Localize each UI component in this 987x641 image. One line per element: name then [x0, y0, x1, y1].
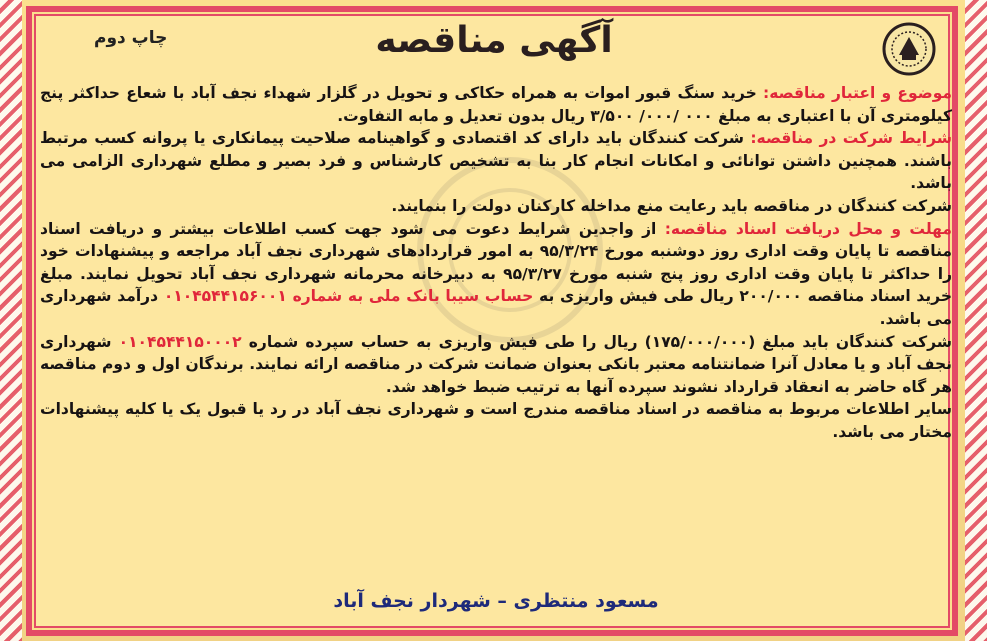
conditions-label: شرایط شرکت در مناقصه: [750, 129, 952, 148]
deadline-text: از واجدین شرایط دعوت می شود جهت کسب اطلاعات بیشتر و دریافت اسناد مناقصه تا پایان وقت اداری روز دوشنبه مورخ ۹۵/۳/۲۴ به امور قراردادهای شهرداری نجف آباد مراجعه و پیشنهادات خود را حداکثر تا پایان وقت اداری روز پنج شنبه مورخ ۹۵/۳/۲۷ به دبیرخانه محرمانه شهرداری نجف آباد تحویل نمایند. مبلغ خرید اسناد مناقصه ۲۰۰/۰۰۰ ریال طی فیش واریزی به [40, 219, 953, 306]
paragraph-deposit [40, 331, 952, 399]
deadline-label: مهلت و محل دریافت اسناد مناقصه: [664, 219, 952, 238]
deposit-text-a: شرکت کنندگان باید مبلغ (۱۷۵/۰۰۰/۰۰۰) ریال را طی فیش واریزی به حساب سپرده شماره [241, 332, 952, 351]
subject-text: خرید سنگ قبور اموات به همراه حکاکی و تحویل در گلزار شهداء نجف آباد با شعاع حداکثر پنج کیلومتری آن با اعتباری به مبلغ ۰۰۰ /۰۰۰/ ۳/۵۰۰ ریال بدون تعدیل و مابه التفاوت. [40, 84, 952, 125]
municipality-logo-icon [882, 22, 936, 76]
notice-header [34, 18, 954, 86]
notice-title: آگهی مناقصه [375, 20, 613, 61]
paragraph-government-interference: شرکت کنندگان در مناقصه باید رعایت منع مداخله کارکنان دولت را بنمایند. [391, 196, 952, 215]
deposit-account-number: ۰۱۰۴۵۴۴۱۵۰۰۰۲ [118, 332, 242, 351]
print-edition-label: چاپ دوم [94, 28, 168, 48]
paragraph-subject [40, 82, 952, 127]
subject-label: موضوع و اعتبار مناقصه: [763, 84, 953, 102]
notice-body [40, 82, 952, 612]
deposit-text-b: شهرداری نجف آباد و یا معادل آنرا ضمانتنامه معتبر بانکی بعنوان ضمانت شرکت در مناقصه ارائه نمایند. برندگان اول و دوم مناقصه هر گاه حاضر به انعقاد قرارداد نشوند سپرده آنها به ترتیب ضبط خواهد شد. [40, 332, 952, 396]
documents-account-number: حساب سیبا بانک ملی به شماره ۰۱۰۴۵۴۴۱۵۶۰۰۱ [163, 287, 534, 306]
signature-line: مسعود منتظری – شهردار نجف آباد [333, 590, 659, 612]
paragraph-conditions [40, 127, 952, 195]
paragraph-other-info: سایر اطلاعات مربوط به مناقصه در اسناد مناقصه مندرج است و شهرداری نجف آباد در رد یا قبول یک یا کلیه پیشنهادات مختار می باشد. [40, 400, 952, 441]
decorative-stripe-right [965, 0, 987, 641]
conditions-text: شرکت کنندگان باید دارای کد اقتصادی و گواهینامه صلاحیت پیمانکاری یا پروانه کسب مرتبط باشند. همچنین داشتن توانائی و امکانات انجام کار بنا به تشخیص کارشناس و فرد بصیر و مطلع شهرداری الزامی می باشد. [40, 129, 952, 193]
decorative-stripe-left [0, 0, 22, 641]
deadline-tail: درآمد شهرداری می باشد. [40, 287, 952, 328]
paragraph-deadline [40, 218, 952, 331]
